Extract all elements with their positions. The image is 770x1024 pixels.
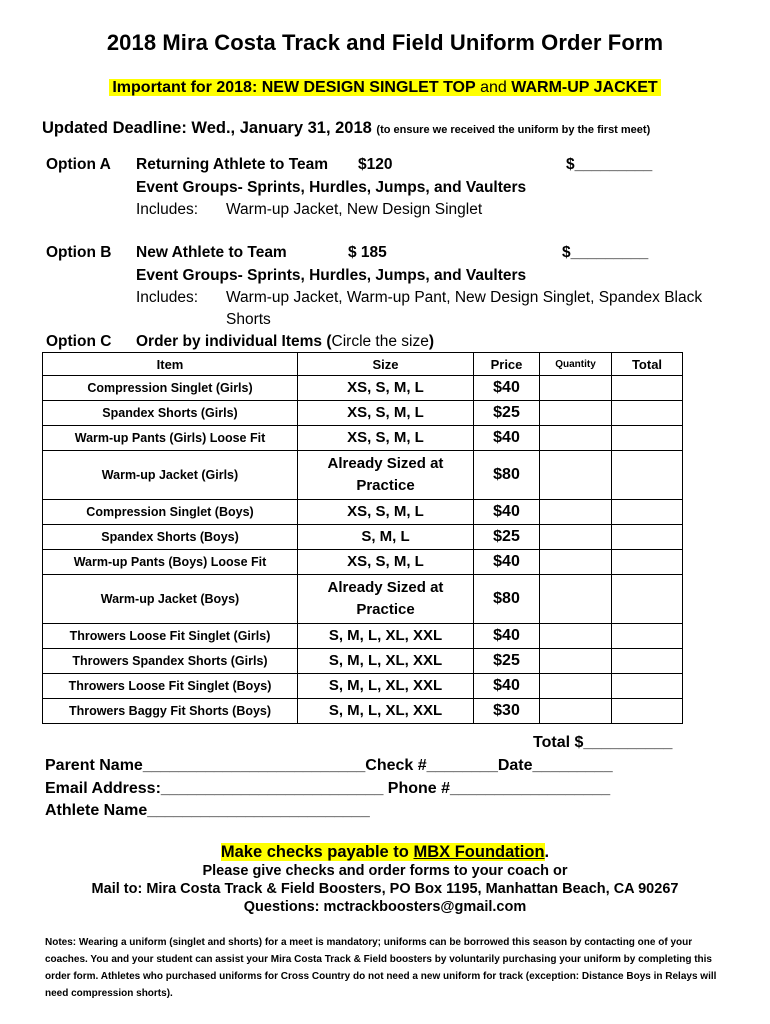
important-text-1: Important for 2018: NEW DESIGN SINGLET TOP — [112, 79, 476, 96]
total-cell[interactable] — [612, 500, 683, 525]
price-cell: $40 — [474, 674, 540, 699]
size-cell[interactable]: XS, S, M, L — [298, 426, 474, 451]
quantity-cell[interactable] — [540, 624, 612, 649]
item-cell: Throwers Loose Fit Singlet (Girls) — [43, 624, 298, 649]
item-cell: Warm-up Jacket (Boys) — [43, 575, 298, 624]
payable-line — [0, 843, 770, 862]
notes-paragraph: Notes: Wearing a uniform (singlet and shorts) for a meet is mandatory; uniforms can be borrowed this season by contacting one of your coaches. You and your student can assist your Mira Costa Track & Field boosters by voluntarily purchasing your uniform by completing this order form. Athletes who purchased uniforms for Cross Country do not need a new uniform for track (exception: Distance Boys in Relays will need compression shorts). — [45, 937, 717, 999]
item-cell: Throwers Loose Fit Singlet (Boys) — [43, 674, 298, 699]
option-a-includes: Warm-up Jacket, New Design Singlet — [226, 201, 483, 218]
option-a-includes-label: Includes: — [136, 201, 199, 218]
header-size: Size — [298, 353, 474, 376]
email-phone-fields[interactable]: Email Address:_________________________ Phone #__________________ — [45, 780, 611, 797]
total-cell[interactable] — [612, 624, 683, 649]
item-cell: Warm-up Pants (Boys) Loose Fit — [43, 550, 298, 575]
table-row — [43, 674, 683, 699]
price-cell: $30 — [474, 699, 540, 724]
important-highlight — [109, 79, 660, 96]
size-cell[interactable]: S, M, L, XL, XXL — [298, 674, 474, 699]
quantity-cell[interactable] — [540, 426, 612, 451]
total-cell[interactable] — [612, 575, 683, 624]
quantity-cell[interactable] — [540, 699, 612, 724]
quantity-cell[interactable] — [540, 525, 612, 550]
grand-total-blank[interactable]: Total $__________ — [533, 734, 673, 751]
table-row — [43, 426, 683, 451]
table-row — [43, 525, 683, 550]
option-a-label: Option A — [46, 156, 111, 173]
quantity-cell[interactable] — [540, 500, 612, 525]
quantity-cell[interactable] — [540, 451, 612, 500]
quantity-cell[interactable] — [540, 649, 612, 674]
price-cell: $40 — [474, 624, 540, 649]
option-b-includes-label: Includes: — [136, 289, 199, 306]
payable-highlight — [221, 843, 545, 861]
size-cell[interactable]: S, M, L — [298, 525, 474, 550]
total-cell[interactable] — [612, 525, 683, 550]
item-cell: Throwers Baggy Fit Shorts (Boys) — [43, 699, 298, 724]
size-cell[interactable]: Already Sized at Practice — [298, 451, 474, 500]
option-c-line1-end: ) — [428, 333, 435, 350]
parent-check-date-fields[interactable]: Parent Name_________________________Check #________Date_________ — [45, 757, 613, 774]
option-b-label: Option B — [46, 244, 112, 261]
quantity-cell[interactable] — [540, 674, 612, 699]
option-a-amount-blank[interactable]: $_________ — [566, 156, 653, 173]
option-b-includes-cont: Shorts — [226, 311, 271, 328]
option-b-includes: Warm-up Jacket, Warm-up Pant, New Design Singlet, Spandex Black — [226, 289, 703, 306]
quantity-cell[interactable] — [540, 401, 612, 426]
option-a-event-groups: Event Groups- Sprints, Hurdles, Jumps, and Vaulters — [136, 179, 527, 196]
item-cell: Warm-up Pants (Girls) Loose Fit — [43, 426, 298, 451]
option-c-circle-note: Circle the size — [331, 333, 429, 350]
item-cell: Spandex Shorts (Girls) — [43, 401, 298, 426]
option-b-price: $ 185 — [348, 244, 387, 261]
option-a-line1: Returning Athlete to Team — [136, 156, 329, 173]
size-cell[interactable]: XS, S, M, L — [298, 401, 474, 426]
price-cell: $40 — [474, 550, 540, 575]
deadline-main: Updated Deadline: Wed., January 31, 2018 — [42, 119, 377, 137]
item-cell: Compression Singlet (Girls) — [43, 376, 298, 401]
deadline-note: (to ensure we received the uniform by the first meet) — [376, 124, 651, 136]
size-cell[interactable]: S, M, L, XL, XXL — [298, 624, 474, 649]
table-row — [43, 451, 683, 500]
mailing-address: Mail to: Mira Costa Track & Field Boosters, PO Box 1195, Manhattan Beach, CA 90267 — [91, 881, 679, 897]
items-table — [42, 352, 683, 724]
total-cell[interactable] — [612, 376, 683, 401]
total-cell[interactable] — [612, 451, 683, 500]
option-c-label: Option C — [46, 333, 112, 350]
header-item: Item — [43, 353, 298, 376]
total-cell[interactable] — [612, 699, 683, 724]
item-cell: Spandex Shorts (Boys) — [43, 525, 298, 550]
table-row — [43, 401, 683, 426]
payable-suffix: . — [544, 843, 550, 861]
page-title: 2018 Mira Costa Track and Field Uniform Order Form — [106, 30, 664, 55]
size-cell[interactable]: XS, S, M, L — [298, 500, 474, 525]
price-cell: $25 — [474, 525, 540, 550]
price-cell: $80 — [474, 575, 540, 624]
item-cell: Throwers Spandex Shorts (Girls) — [43, 649, 298, 674]
payable-name: MBX Foundation — [413, 843, 545, 861]
table-row — [43, 649, 683, 674]
option-b-amount-blank[interactable]: $_________ — [562, 244, 649, 261]
price-cell: $40 — [474, 426, 540, 451]
price-cell: $25 — [474, 649, 540, 674]
size-cell[interactable]: S, M, L, XL, XXL — [298, 649, 474, 674]
table-row — [43, 550, 683, 575]
table-row — [43, 699, 683, 724]
payable-prefix: Make checks payable to — [220, 843, 414, 861]
instructions-line1: Please give checks and order forms to your coach or — [202, 863, 568, 879]
price-cell: $40 — [474, 376, 540, 401]
option-b-event-groups: Event Groups- Sprints, Hurdles, Jumps, and Vaulters — [136, 267, 527, 284]
option-b-line1: New Athlete to Team — [136, 244, 287, 261]
price-cell: $40 — [474, 500, 540, 525]
table-row — [43, 624, 683, 649]
important-and: and — [475, 79, 512, 96]
total-cell[interactable] — [612, 550, 683, 575]
header-quantity: Quantity — [540, 353, 612, 376]
option-c-line1 — [136, 333, 434, 351]
table-row — [43, 575, 683, 624]
item-cell: Compression Singlet (Boys) — [43, 500, 298, 525]
table-header-row — [43, 353, 683, 376]
table-row — [43, 376, 683, 401]
questions-email: Questions: mctrackboosters@gmail.com — [243, 899, 527, 915]
price-cell: $25 — [474, 401, 540, 426]
important-text-2: WARM-UP JACKET — [511, 79, 658, 96]
total-cell[interactable] — [612, 674, 683, 699]
quantity-cell[interactable] — [540, 550, 612, 575]
size-cell[interactable]: Already Sized at Practice — [298, 575, 474, 624]
price-cell: $80 — [474, 451, 540, 500]
important-banner — [0, 79, 770, 97]
quantity-cell[interactable] — [540, 575, 612, 624]
athlete-name-field[interactable]: Athlete Name_________________________ — [45, 802, 370, 819]
size-cell[interactable]: XS, S, M, L — [298, 550, 474, 575]
header-total: Total — [612, 353, 683, 376]
item-cell: Warm-up Jacket (Girls) — [43, 451, 298, 500]
table-row — [43, 500, 683, 525]
deadline — [42, 119, 650, 138]
total-cell[interactable] — [612, 649, 683, 674]
quantity-cell[interactable] — [540, 376, 612, 401]
header-price: Price — [474, 353, 540, 376]
total-cell[interactable] — [612, 426, 683, 451]
size-cell[interactable]: S, M, L, XL, XXL — [298, 699, 474, 724]
option-c-line1-bold: Order by individual Items ( — [136, 333, 332, 350]
option-a-price: $120 — [358, 156, 393, 173]
size-cell[interactable]: XS, S, M, L — [298, 376, 474, 401]
total-cell[interactable] — [612, 401, 683, 426]
